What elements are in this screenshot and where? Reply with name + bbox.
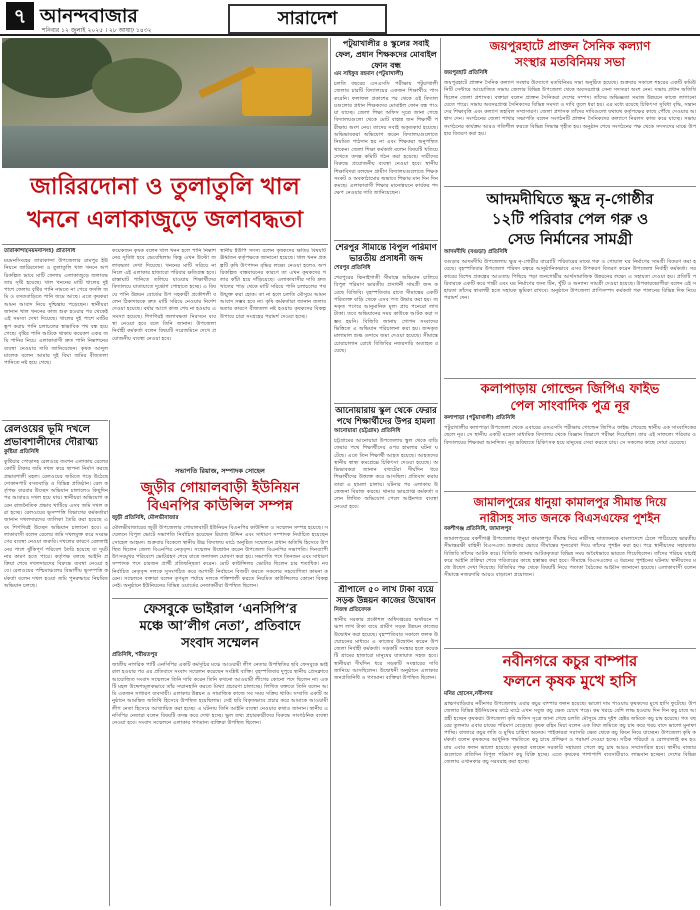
main-text-col1: ময়মনসিংহের তারাকান্দা উপজেলার রামপুর ইউনিয়নে জারিরদোনা ও তুলাতুলি খাল খননে অপরিকল্পিত ভাবে মাটি ফেলায় এলাকাজুড়ে জলাবদ্ধতার সৃষ্টি হয়েছে। খাল খননের মাটি খালের দুই পাশে ফেলায় বৃষ্টির পানি নামতে না পেরে ফসলি জমি ও বসতবাড়িতে পানি জমে আছে। এতে কৃষকরা আমন আবাদ নিয়ে দুশ্চিন্তায় পড়েছেন। স্থানীয়রা জানান খাল খননের কাজ শুরু হওয়ার পর থেকেই এই সমস্যা দেখা দিয়েছে। খালের দুই পাশে মাটির স্তূপ করায় পানি চলাচলের স্বাভাবিক পথ বন্ধ হয়ে গেছে। বৃষ্টির পানি আটকে থাকায় কয়েকশ একর জমি পানির নিচে। এলাকাবাসী দ্রুত পানি নিষ্কাশনের ব্যবস্থা নেওয়ার দাবি জানিয়েছেন। কৃষক আব্দুল মালেক বলেন আমার দুই বিঘা জমির বীজতলা পানিতে নষ্ট হয়ে গেছে।: [4, 258, 108, 367]
adamdighi-text: বগুড়ার আদমদীঘি উপজেলায় ক্ষুদ্র নৃ-গোষ্ঠীর বারোটি পরিবারের মাঝে গরু ও গোয়াল ঘর নির্মাণের সামগ্রী বিতরণ করা হয়েছে। বৃহস্পতিবার উপজেলা পরিষদ চত্বরে আনুষ্ঠানিকভাবে এসব উপকরণ বিতরণ করেন উপজেলা নির্বাহী কর্মকর্তা। সরকারের বিশেষ প্রকল্পের আওতায় পিছিয়ে পড়া জনগোষ্ঠীর আর্থসামাজিক উন্নয়নের লক্ষ্যে এ সহায়তা দেওয়া হয়। প্রতিটি পরিবারকে একটি করে গাভী এবং ঘর নির্মাণের জন্য টিন, খুঁটি ও অন্যান্য সামগ্রী দেওয়া হয়েছে। উপকারভোগীরা বলেন এই সহায়তা তাঁদের স্বাবলম্বী হতে সহায়ক ভূমিকা রাখবে। অনুষ্ঠানে উপজেলা প্রাণিসম্পদ কর্মকর্তা গরু পালনের বিভিন্ন দিক নিয়ে পরামর্শ দেন।: [444, 259, 696, 302]
divider: [334, 240, 438, 241]
divider: [109, 420, 110, 906]
jamalpur-byline: বকশীগঞ্জ প্রতিনিধি, জামালপুর: [444, 526, 512, 532]
adamdighi-byline: আদমদীঘি (বগুড়া) প্রতিনিধি: [444, 249, 508, 255]
adamdighi-headline-line2: ১২টি পরিবার পেল গরু ও: [491, 210, 649, 228]
juri-headline-line1: জুড়ীর গোয়ালবাড়ী ইউনিয়ন: [140, 480, 300, 496]
dateline: শনিবার ১২ জুলাই ২০২৫ । ২৮ আষাঢ় ১৪৩২: [42, 27, 152, 34]
facebook-headline-line2: মঞ্চে আ’লীগ নেতা’, প্রতিবাদে: [139, 619, 301, 634]
facebook-headline-line3: সংবাদ সম্মেলন: [181, 636, 259, 651]
kolapara-byline: কলাপাড়া (পটুয়াখালী) প্রতিনিধি: [444, 415, 516, 421]
nabinagar-headline-line1: নবীনগরে কচুর বাম্পার: [502, 652, 638, 670]
joypurhat-story: [444, 38, 696, 183]
rail-headline: রেলওয়ের ভূমি দখলে প্রভাবশালীদের দৌরাত্ম্য: [4, 424, 98, 448]
kolapara-headline-line2: পেল সাংবাদিক পুত্র নূর: [510, 399, 630, 414]
road-byline: নিজস্ব প্রতিবেদক: [334, 607, 371, 613]
road-story: [334, 585, 438, 906]
main-byline: তারাকান্দা(ময়মনসিংহ) প্রতিনিধি: [4, 248, 76, 254]
kolapara-story: [444, 381, 696, 489]
section-title: সারাদেশ: [228, 4, 387, 34]
divider: [444, 378, 696, 379]
divider: [444, 648, 696, 649]
juri-text: মৌলভীবাজারের জুড়ী উপজেলার গোয়ালবাড়ী ইউনিয়ন বিএনপির কাউন্সিল ও সম্মেলন সম্পন্ন হয়েছে। সম্মেলনে বিপুল ভোটে সভাপতি নির্বাচিত হয়েছেন রিয়াজ উদ্দিন এবং সাধারণ সম্পাদক নির্বাচিত হয়েছেন সোহেল আহমদ। শুক্রবার বিকেলে স্থানীয় উচ্চ বিদ্যালয় মাঠে অনুষ্ঠিত সম্মেলনে প্রধান অতিথি হিসেবে উপস্থিত ছিলেন জেলা বিএনপির নেতৃবৃন্দ। সম্মেলন উদ্বোধন করেন উপজেলা বিএনপির সভাপতি। দিনব্যাপী উৎসবমুখর পরিবেশে ভোটগ্রহণ শেষে রাতে ফলাফল ঘোষণা করা হয়। সভাপতি পদে তিনজন এবং সাধারণ সম্পাদক পদে চারজন প্রার্থী প্রতিদ্বন্দ্বিতা করেন। মোট কাউন্সিলর ভোটার ছিলেন চার শতাধিক। নবনির্বাচিত নেতৃবৃন্দ দলকে সুসংগঠিত করে আগামী নির্বাচনে বিজয়ী করতে সকলের সহযোগিতা কামনা করেন। সম্মেলনে বক্তারা বলেন তৃণমূল পর্যায়ে দলকে শক্তিশালী করতে নিয়মিত কাউন্সিলের কোনো বিকল্প নেই। অনুষ্ঠানে ইউনিয়নের বিভিন্ন ওয়ার্ডের নেতাকর্মীরা উপস্থিত ছিলেন।: [112, 525, 328, 590]
divider: [444, 186, 696, 187]
kolapara-headline-line1: কলাপাড়ায় গোল্ডেন জিপিএ ফাইভ: [480, 382, 660, 397]
sherpur-byline: শেরপুর প্রতিনিধি: [334, 265, 371, 271]
attack-byline: আনোয়ারা (চট্টগ্রাম) প্রতিনিধি: [334, 428, 401, 434]
divider: [440, 38, 441, 906]
adamdighi-story: [444, 189, 696, 375]
nabinagar-story: [444, 651, 696, 906]
main-story-col3: [220, 248, 326, 463]
facebook-headline-line1: ফেসবুকে ভাইরাল ‘এনসিপি’র: [143, 602, 297, 617]
divider: [330, 38, 331, 906]
page-number: ৭: [6, 2, 34, 30]
divider: [2, 244, 328, 245]
facebook-story: [112, 601, 328, 906]
nabinagar-headline-line2: ফলনে কৃষক মুখে হাসি: [503, 672, 637, 690]
tree-shape: [92, 58, 182, 113]
rail-byline: কুষ্টিয়া প্রতিনিধি: [4, 449, 39, 455]
facebook-text: জাতীয় নাগরিক পার্টি এনসিপির একটি কর্মসূচির মঞ্চে আওয়ামী লীগ নেতার উপস্থিতির ছবি ফেসবুকে ভাইরাল হওয়ার পর এর প্রতিবাদে সংবাদ সম্মেলন করেছেন সংশ্লিষ্ট ব্যক্তি। বৃহস্পতিবার দুপুরে স্থানীয় প্রেসক্লাবে আয়োজিত সংবাদ সম্মেলনে তিনি দাবি করেন তিনি কখনো আওয়ামী লীগের কোনো পদে ছিলেন না। একটি মহল উদ্দেশ্যমূলকভাবে তাঁর সম্মানহানি করতে মিথ্যা প্রচারণা চালাচ্ছে। লিখিত বক্তব্যে তিনি বলেন আমি একজন সাধারণ ব্যবসায়ী। এলাকার উন্নয়ন ও সামাজিক কাজে সব সময় সক্রিয় থাকি। সম্প্রতি একটি অনুষ্ঠানে আমন্ত্রিত অতিথি হিসেবে উপস্থিত হয়েছিলাম। সেই ছবি বিকৃতভাবে প্রচার করে আমাকে আওয়ামী লীগ নেতা হিসেবে আখ্যায়িত করা হচ্ছে। এ ঘটনায় তিনি আইনি ব্যবস্থা নেওয়ার কথাও জানান। স্থানীয় এনসিপির নেতারা বলেন বিষয়টি তদন্ত করে দেখা হচ্ছে। ভুল তথ্য প্রচারকারীদের বিরুদ্ধে সাংগঠনিক ব্যবস্থা নেওয়া হবে। সংবাদ সম্মেলনে এলাকার গণ্যমান্য ব্যক্তিরা উপস্থিত ছিলেন।: [112, 662, 328, 727]
joypurhat-headline-line2: সংস্থার মতবিনিময় সভা: [515, 55, 625, 69]
patuakhali-byline: এম সাইফুর রহমান (পটুয়াখালী): [334, 71, 404, 77]
divider: [444, 491, 696, 492]
road-headline: শ্রীপালে ৫০ লাখ টাকা ব্যয়ে সড়ক উন্নয়ন কাজের উদ্বোধন: [336, 585, 436, 606]
patuakhali-headline: পটুয়াখালীর ৪ স্কুলের সবাই ফেল, প্রধান শিক্ষকদের মোবাইল ফোন বন্ধ: [335, 38, 437, 70]
adamdighi-headline-line1: আদমদীঘিতে ক্ষুদ্র নৃ-গোষ্ঠীর: [486, 190, 654, 208]
rail-story: [4, 423, 108, 905]
joypurhat-byline: জয়পুরহাট প্রতিনিধি: [444, 70, 488, 76]
main-headline-line2: খননে এলাকাজুড়ে জলাবদ্ধতা: [26, 206, 304, 233]
attack-text: চট্টগ্রামের আনোয়ারা উপজেলায় স্কুল থেকে বাড়ি ফেরার পথে শিক্ষার্থীদের ওপর হামলার ঘটনা ঘটেছে। এতে তিন শিক্ষার্থী আহত হয়েছে। আহতদের স্থানীয় স্বাস্থ্য কমপ্লেক্সে চিকিৎসা দেওয়া হয়েছে। অভিভাবকরা জানান বখাটেরা দীর্ঘদিন ধরে শিক্ষার্থীদের উত্ত্যক্ত করে আসছিল। প্রতিবাদ করায় তারা এ হামলা চালায়। ঘটনার পর এলাকায় উত্তেজনা বিরাজ করছে। থানার ভারপ্রাপ্ত কর্মকর্তা বলেন লিখিত অভিযোগ পেলে আইনগত ব্যবস্থা নেওয়া হবে।: [334, 438, 438, 510]
sherpur-story: [334, 243, 438, 401]
main-story-col1: [4, 248, 108, 418]
jamalpur-story: [444, 494, 696, 646]
main-headline-line1: জারিরদোনা ও তুলাতুলি খাল: [30, 173, 300, 200]
rail-text: কুষ্টিয়ার পোড়াদহ রেলওয়ে জংশন এলাকায় রেলের কোটি টাকার জমি দখল করে স্থাপনা নির্মাণ করছে প্রভাবশালী মহল। রেলওয়ের জমিতে গড়ে উঠেছে দোকানপাট বসতবাড়ি ও বিভিন্ন প্রতিষ্ঠান। রেল কর্তৃপক্ষ বারবার উচ্ছেদ অভিযান চালালেও কিছুদিন পর আবারও দখল হয়ে যায়। স্থানীয়রা অভিযোগ করেন রাজনৈতিক প্রভাব খাটিয়ে এসব জমি দখল করা হচ্ছে। রেলওয়ের ভূসম্পত্তি বিভাগের কর্মকর্তারা জানান দখলদারদের তালিকা তৈরি করা হয়েছে এবং শিগগিরই উচ্ছেদ অভিযান চালানো হবে। এলাকাবাসী বলেন রেলের জমি দখলমুক্ত করে সংরক্ষণের ব্যবস্থা নেওয়া জরুরি। দখলের কারণে রেললাইনের পাশে ঝুঁকিপূর্ণ পরিবেশ তৈরি হয়েছে যা দুর্ঘটনার কারণ হতে পারে। কর্তৃপক্ষ বলছে আইনি প্রক্রিয়া শেষে দখলদারদের বিরুদ্ধে ব্যবস্থা নেওয়া হবে। রেলওয়ের পশ্চিমাঞ্চলের বিভাগীয় ভূসম্পত্তি কর্মকর্তা বলেন দখল হওয়া জমি পুনরুদ্ধারে নিয়মিত অভিযান চলছে।: [4, 459, 108, 590]
jamalpur-headline-line1: জামালপুরের ধানুয়া কামালপুর সীমান্ত দিয়ে: [473, 495, 667, 509]
adamdighi-headline-line3: সেড নির্মানের সামগ্রী: [507, 230, 633, 248]
patuakhali-text: চলতি বছরের এসএসসি পরীক্ষায় পটুয়াখালী জেলার চারটি বিদ্যালয়ের একজন শিক্ষার্থীও পাস করেনি। ফলাফল প্রকাশের পর থেকে ওই বিদ্যালয়গুলোর প্রধান শিক্ষকদের মোবাইল ফোন বন্ধ পাওয়া যাচ্ছে। জেলা শিক্ষা অফিস সূত্রে জানা গেছে বিদ্যালয়গুলো থেকে মোট বাহান্ন জন শিক্ষার্থী পরীক্ষায় অংশ নেয়। তাদের সবাই অকৃতকার্য হয়েছে। অভিভাবকরা অভিযোগ করেন বিদ্যালয়গুলোতে নিয়মিত পাঠদান হয় না এবং শিক্ষকরা অনুপস্থিত থাকেন। জেলা শিক্ষা কর্মকর্তা বলেন বিষয়টি খতিয়ে দেখতে তদন্ত কমিটি গঠন করা হয়েছে। দায়ীদের বিরুদ্ধে প্রয়োজনীয় ব্যবস্থা নেওয়া হবে। স্থানীয় শিক্ষাবিদরা বলছেন গ্রামীণ বিদ্যালয়গুলোতে শিক্ষক সংকট ও অবকাঠামোর অভাবে শিক্ষার মান দিন দিন কমছে। এলাকাবাসী শিক্ষার মানোন্নয়নে কার্যকর পদক্ষেপ নেওয়ার দাবি জানিয়েছেন।: [334, 81, 438, 197]
attack-story: [334, 406, 438, 580]
main-headline: [2, 170, 328, 240]
facebook-byline: প্রতিনিধি, শরীয়তপুর: [112, 652, 158, 658]
patuakhali-story: [334, 38, 438, 238]
divider: [112, 598, 328, 599]
juri-byline: জুড়ী প্রতিনিধি, মৌলভীবাজার: [112, 515, 179, 521]
divider: [334, 403, 438, 404]
main-text-col2: কয়েকজন কৃষক বলেন খাল খনন হলে পানি নিষ্কাশনের সুবিধা হবে ভেবেছিলাম কিন্তু এখন উল্টো জলাবদ্ধতা দেখা দিয়েছে। খননের মাটি সরিয়ে না নিলে এই এলাকার হাজারো পরিবার ক্ষতিগ্রস্ত হবে। রাস্তাঘাট পানিতে তলিয়ে যাওয়ায় শিক্ষার্থীদের বিদ্যালয়ে যাতায়াতে দুর্ভোগ পোহাতে হচ্ছে। এ বিষয়ে পানি উন্নয়ন বোর্ডের উপ সহকারী প্রকৌশলী বলেন ঠিকাদারকে দ্রুত মাটি সরিয়ে নেওয়ার নির্দেশ দেওয়া হয়েছে। বর্ষার আগে কাজ শেষ না হওয়ায় এ সমস্যা হয়েছে। শিগগিরই জলাবদ্ধতা নিরসনে ব্যবস্থা নেওয়া হবে বলে তিনি জানান। উপজেলা নির্বাহী কর্মকর্তা বলেন বিষয়টি সরেজমিনে দেখে প্রয়োজনীয় ব্যবস্থা নেওয়া হবে।: [112, 248, 216, 342]
nabinagar-byline: মনির হোসেন,নবীনগর: [444, 691, 493, 697]
juri-story: [112, 466, 328, 596]
jamalpur-headline-line2: নারীসহ সাত জনকে বিএসএফের পুশইন: [479, 511, 661, 525]
jamalpur-text: জামালপুরের বকশীগঞ্জ উপজেলার ধানুয়া কামালপুর সীমান্ত দিয়ে নারীসহ সাতজনকে বাংলাদেশে ঠেলে পাঠিয়েছে ভারতীয় সীমান্তরক্ষী বাহিনী বিএসএফ। শুক্রবার ভোরে সীমান্তের শূন্যরেখা দিয়ে তাঁদের পুশইন করা হয়। পরে স্থানীয়দের সহায়তায় বিজিবি তাঁদের আটক করে। বিজিবি জানায় আটককৃতরা বিভিন্ন সময় অবৈধভাবে ভারতে গিয়েছিলেন। তাঁদের পরিচয় যাচাই করে আইনি প্রক্রিয়া শেষে পরিবারের কাছে হস্তান্তর করা হবে। সীমান্তে বিএসএফের এ ধরনের পুশইনের ঘটনায় স্থানীয়দের মধ্যে উদ্বেগ দেখা দিয়েছে। বিজিবির পক্ষ থেকে বিষয়টি নিয়ে পতাকা বৈঠকের আহ্বান জানানো হয়েছে। এলাকাবাসী বলেন সীমান্তে নজরদারি আরও বাড়ানো প্রয়োজন।: [444, 536, 696, 579]
juri-headline-line2: বিএনপির কাউন্সিল সম্পন্ন: [147, 498, 293, 514]
road-text: স্থানীয় সরকার প্রকৌশল অধিদপ্তরের অর্থায়নে পঞ্চাশ লাখ টাকা ব্যয়ে গ্রামীণ সড়ক উন্নয়ন কাজের উদ্বোধন করা হয়েছে। বৃহস্পতিবার সকালে ফলক উন্মোচনের মাধ্যমে এ কাজের উদ্বোধন করেন উপজেলা নির্বাহী কর্মকর্তা। সড়কটি সংস্কার হলে কয়েকটি গ্রামের হাজারো মানুষের যাতায়াত সহজ হবে। স্থানীয়রা দীর্ঘদিন ধরে সড়কটি সংস্কারের দাবি জানিয়ে আসছিলেন। উদ্বোধনী অনুষ্ঠানে এলাকার জনপ্রতিনিধি ও গণ্যমান্য ব্যক্তিরা উপস্থিত ছিলেন।: [334, 617, 438, 682]
attack-headline: আনোয়ারায় স্কুল থেকে ফেরার পথে শিক্ষার্থীদের উপর হামলা: [335, 406, 437, 427]
joypurhat-headline-line1: জয়পুরহাটে প্রাক্তন সৈনিক কল্যাণ: [489, 39, 651, 53]
sherpur-headline: শেরপুর সীমান্তে বিপুল পরিমাণ ভারতীয় প্রসাধনী জব্দ: [335, 243, 437, 264]
canal-photo: [2, 38, 328, 168]
joypurhat-text: জয়পুরহাটে প্রাক্তন সৈনিক কল্যাণ সংস্থার উদ্যোগে মতবিনিময় সভা অনুষ্ঠিত হয়েছে। শুক্রবার সকালে শহরের একটি কমিউনিটি সেন্টারে আয়োজিত সভায় জেলার বিভিন্ন উপজেলা থেকে অবসরপ্রাপ্ত সেনা সদস্যরা অংশ নেন। সভায় প্রধান অতিথি ছিলেন জেলা প্রশাসক। বক্তারা বলেন প্রাক্তন সৈনিকরা দেশের সম্পদ। তাঁদের অভিজ্ঞতা সমাজ উন্নয়নে কাজে লাগানো যেতে পারে। সভায় অবসরপ্রাপ্ত সৈনিকদের বিভিন্ন সমস্যা ও দাবি তুলে ধরা হয়। এর মধ্যে রয়েছে চিকিৎসা সুবিধা বৃদ্ধি, সন্তানদের শিক্ষাবৃত্তি এবং কল্যাণ তহবিল সম্প্রসারণ। জেলা প্রশাসক তাঁদের দাবিগুলো যথাযথ কর্তৃপক্ষের কাছে পৌঁছে দেওয়ার আশ্বাস দেন। সংগঠনের জেলা শাখার সভাপতি বলেন সংগঠনটি প্রাক্তন সৈনিকদের কল্যাণে নিরলস কাজ করে যাচ্ছে। সভায় সংগঠনের কার্যক্রম আরও গতিশীল করতে বিভিন্ন সিদ্ধান্ত গৃহীত হয়। অনুষ্ঠান শেষে সংগঠনের পক্ষ থেকে সদস্যদের মাঝে উপহার বিতরণ করা হয়।: [444, 80, 696, 138]
juri-kicker: সভাপতি রিয়াজ, সম্পাদক সোহেল: [175, 467, 265, 475]
newspaper-logo: আনন্দবাজার: [40, 5, 138, 27]
main-story-col2: [112, 248, 216, 463]
sherpur-text: শেরপুরের ঝিনাইগাতী সীমান্তে অভিযান চালিয়ে বিপুল পরিমাণ ভারতীয় প্রসাধনী সামগ্রী জব্দ করেছে বিজিবি। বৃহস্পতিবার রাতে সীমান্তের একটি পরিত্যক্ত বাড়ি থেকে এসব পণ্য উদ্ধার করা হয়। জব্দকৃত পণ্যের আনুমানিক মূল্য প্রায় পনেরো লাখ টাকা। তবে অভিযানের সময় কাউকে আটক করা সম্ভব হয়নি। বিজিবি জানায় গোপন সংবাদের ভিত্তিতে এ অভিযান পরিচালনা করা হয়। জব্দকৃত মালামাল শুল্ক গুদামে জমা দেওয়া হয়েছে। সীমান্তে চোরাচালান রোধে বিজিবির নজরদারি অব্যাহত রয়েছে।: [334, 275, 438, 354]
masthead: [0, 0, 700, 36]
divider: [2, 420, 108, 421]
divider: [334, 582, 438, 583]
excavator-shape: [242, 68, 312, 116]
kolapara-text: পটুয়াখালীর কলাপাড়া উপজেলা থেকে এবারের এসএসসি পরীক্ষায় গোল্ডেন জিপিএ ফাইভ পেয়েছে স্থানীয় এক সাংবাদিকের ছেলে নূর। সে স্থানীয় একটি মডেল মাধ্যমিক বিদ্যালয় থেকে বিজ্ঞান বিভাগে পরীক্ষা দিয়েছিল। তার এই সাফল্যে পরিবার ও বিদ্যালয়ের শিক্ষকরা আনন্দিত। নূর ভবিষ্যতে চিকিৎসক হয়ে মানুষের সেবা করতে চায়। সে সকলের কাছে দোয়া চেয়েছে।: [444, 425, 696, 446]
water-area: [2, 126, 328, 168]
main-text-col3: স্থানীয় ইউপি সদস্য বলেন কৃষকদের ক্ষতির বিষয়টি ঊর্ধ্বতন কর্তৃপক্ষকে জানানো হয়েছে। খাল খনন প্রকল্পটি কৃষি উৎপাদন বৃদ্ধির লক্ষ্যে নেওয়া হলেও অপরিকল্পিত বাস্তবায়নের কারণে তা এখন কৃষকদের গলার কাঁটা হয়ে দাঁড়িয়েছে। এলাকাবাসীর দাবি দ্রুত খালের পাড় থেকে মাটি সরিয়ে পানি চলাচলের পথ উন্মুক্ত করা হোক। তা না হলে চলতি মৌসুমে আমন আবাদ সম্ভব হবে না। কৃষি কর্মকর্তারা জানান জলাবদ্ধতার কারণে বীজতলা নষ্ট হওয়ায় কৃষকদের বিকল্প উপায়ে চারা সংগ্রহের পরামর্শ দেওয়া হচ্ছে।: [220, 248, 326, 320]
nabinagar-text: ব্রাহ্মণবাড়িয়ার নবীনগর উপজেলায় এবার কচুর বাম্পার ফলন হয়েছে। ভালো দাম পাওয়ায় কৃষকদের মুখে হাসি ফুটেছে। উপজেলার বিভিন্ন ইউনিয়নের মাঠে মাঠে এখন সবুজ কচু ক্ষেত চোখে পড়ে। কম খরচে বেশি লাভ হওয়ায় দিন দিন কচু চাষে আগ্রহী হচ্ছেন কৃষকরা। উপজেলা কৃষি অফিস সূত্রে জানা গেছে চলতি মৌসুমে প্রায় দুইশ হেক্টর জমিতে কচু চাষ হয়েছে। গত বছরের তুলনায় এবার চাষের পরিমাণ বেড়েছে। কৃষক রহিম মিয়া বলেন এক বিঘা জমিতে কচু চাষ করে খরচ বাদে ভালো মুনাফা পাচ্ছি। বাজারে কচুর লতি ও মুখির চাহিদা অনেক। পাইকাররা সরাসরি ক্ষেত থেকে কচু কিনে নিয়ে যাচ্ছেন। উপজেলা কৃষি কর্মকর্তা বলেন কৃষকদের আধুনিক পদ্ধতিতে কচু চাষে প্রশিক্ষণ ও পরামর্শ দেওয়া হচ্ছে। সঠিক পরিচর্যা ও রোগবালাই কম হওয়ায় এবার ফলন ভালো হয়েছে। কৃষকরা বলছেন সরকারি সহায়তা পেলে কচু চাষ আরও সম্প্রসারিত হবে। স্থানীয় বাজারগুলোতে প্রতিদিন বিপুল পরিমাণ কচু বিক্রি হচ্ছে। এতে কৃষকের পাশাপাশি ব্যবসায়ীরাও লাভবান হচ্ছেন। দেশের বিভিন্ন জেলায় এখানকার কচু সরবরাহ করা হচ্ছে।: [444, 701, 696, 766]
